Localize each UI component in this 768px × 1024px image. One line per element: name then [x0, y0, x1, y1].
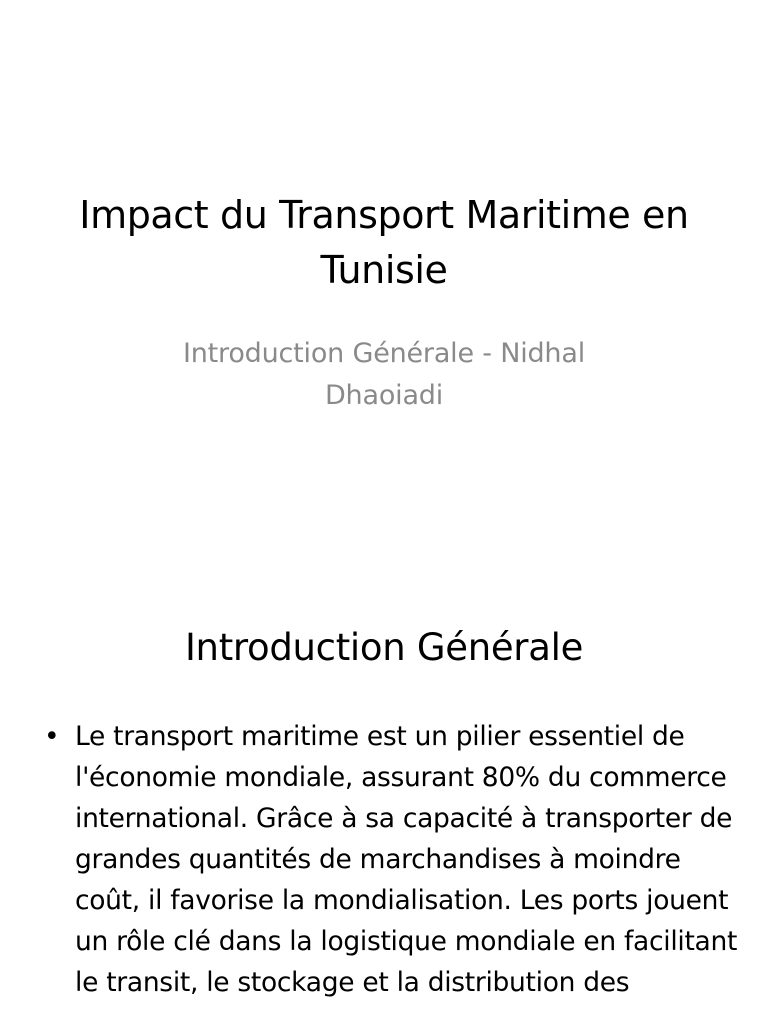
slide-title: Introduction Générale: [184, 626, 584, 669]
slide-title: Impact du Transport Maritime en Tunisie: [79, 193, 689, 292]
slide-subtitle: Introduction Générale - Nidhal Dhaoiadi: [182, 338, 585, 411]
bullet-list: [0, 716, 768, 1003]
bullet-item: [0, 716, 768, 1003]
bullet-marker: •: [44, 721, 60, 752]
bullet-text: Le transport maritime est un pilier essentiel de l'économie mondiale, assurant 80% du commerce international. Grâce à sa capacité à transporter de grandes quantités de marchandises à moindre coût, il favorise la mondialisation. Les ports jouent un rôle clé dans la logistique mondiale en facilitant le transit, le stockage et la distribution des: [75, 721, 738, 998]
content-slide: [0, 576, 768, 1024]
